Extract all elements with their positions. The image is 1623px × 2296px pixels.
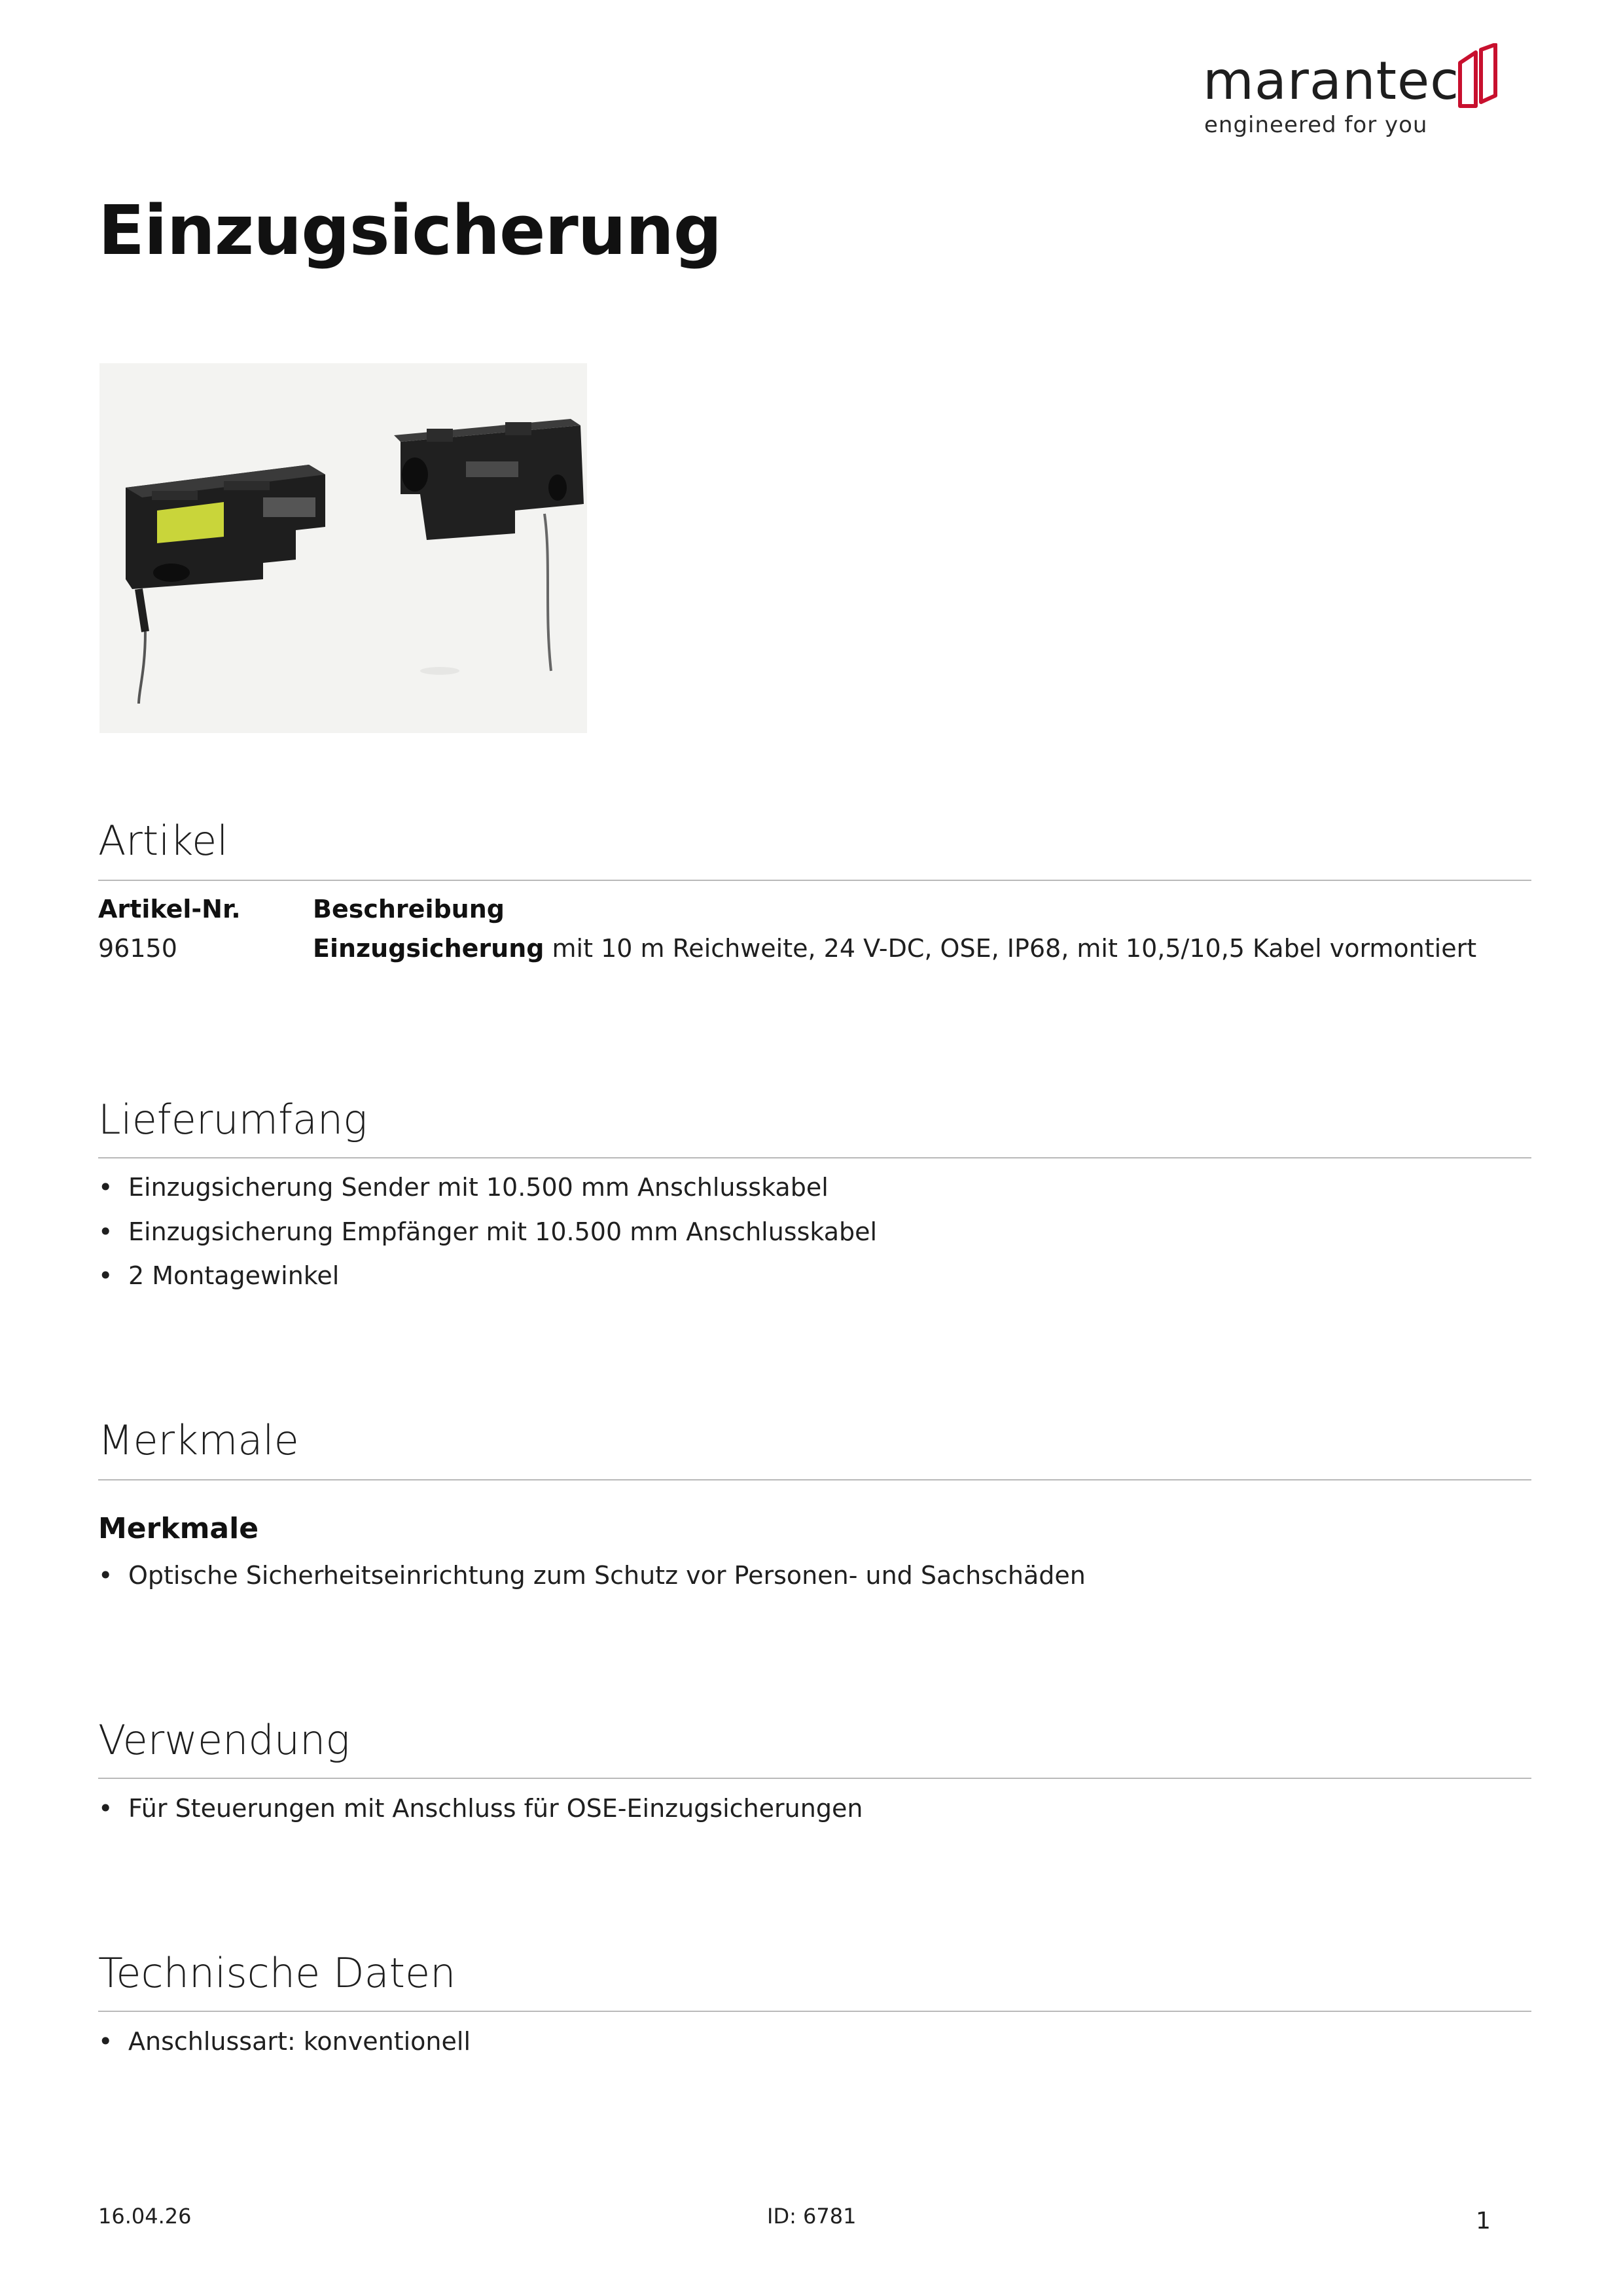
bullet-icon: • (98, 1173, 113, 1202)
product-photo-illustration (99, 363, 587, 733)
section-title-artikel: Artikel (98, 817, 228, 865)
footer-page-number: 1 (1476, 2208, 1491, 2234)
logo-tagline: engineered for you (1204, 112, 1428, 138)
logo-wordmark: marantec (1203, 50, 1460, 111)
bullet-icon: • (98, 2027, 113, 2056)
section-divider (98, 1778, 1531, 1779)
bullet-icon: • (98, 1261, 113, 1290)
section-divider (98, 1479, 1531, 1480)
section-title-technische-daten: Technische Daten (98, 1949, 456, 1997)
column-header-beschreibung: Beschreibung (313, 895, 505, 924)
section-divider (98, 1157, 1531, 1158)
list-item: • 2 Montagewinkel (98, 1261, 340, 1290)
list-item: • Optische Sicherheitseinrichtung zum Schutz vor Personen- und Sachschäden (98, 1561, 1086, 1590)
list-item: • Für Steuerungen mit Anschluss für OSE-Einzugsicherungen (98, 1794, 863, 1823)
bullet-icon: • (98, 1794, 113, 1823)
section-title-verwendung: Verwendung (98, 1716, 350, 1764)
footer-date: 16.04.26 (98, 2204, 192, 2229)
section-divider (98, 2011, 1531, 2012)
section-divider (98, 880, 1531, 881)
list-item: • Anschlussart: konventionell (98, 2027, 471, 2056)
article-description (313, 936, 1476, 961)
footer-document-id: ID: 6781 (767, 2204, 857, 2229)
column-header-artikel-nr: Artikel-Nr. (98, 895, 241, 924)
list-item: • Einzugsicherung Empfänger mit 10.500 mm Anschlusskabel (98, 1217, 878, 1246)
page-title: Einzugsicherung (98, 190, 722, 270)
article-name: Einzugsicherung (313, 934, 544, 963)
bullet-icon: • (98, 1561, 113, 1590)
article-number: 96150 (98, 934, 177, 963)
brand-logo (1203, 41, 1504, 152)
subsection-title-merkmale: Merkmale (98, 1512, 259, 1545)
section-title-lieferumfang: Lieferumfang (98, 1096, 368, 1143)
list-item: • Einzugsicherung Sender mit 10.500 mm Anschlusskabel (98, 1173, 829, 1202)
product-image (99, 363, 587, 733)
bullet-icon: • (98, 1217, 113, 1246)
section-title-merkmale: Merkmale (98, 1416, 299, 1464)
logo-mark-icon (1455, 43, 1501, 109)
article-description-text: mit 10 m Reichweite, 24 V-DC, OSE, IP68, mit 10,5/10,5 Kabel vormontiert (544, 934, 1477, 963)
